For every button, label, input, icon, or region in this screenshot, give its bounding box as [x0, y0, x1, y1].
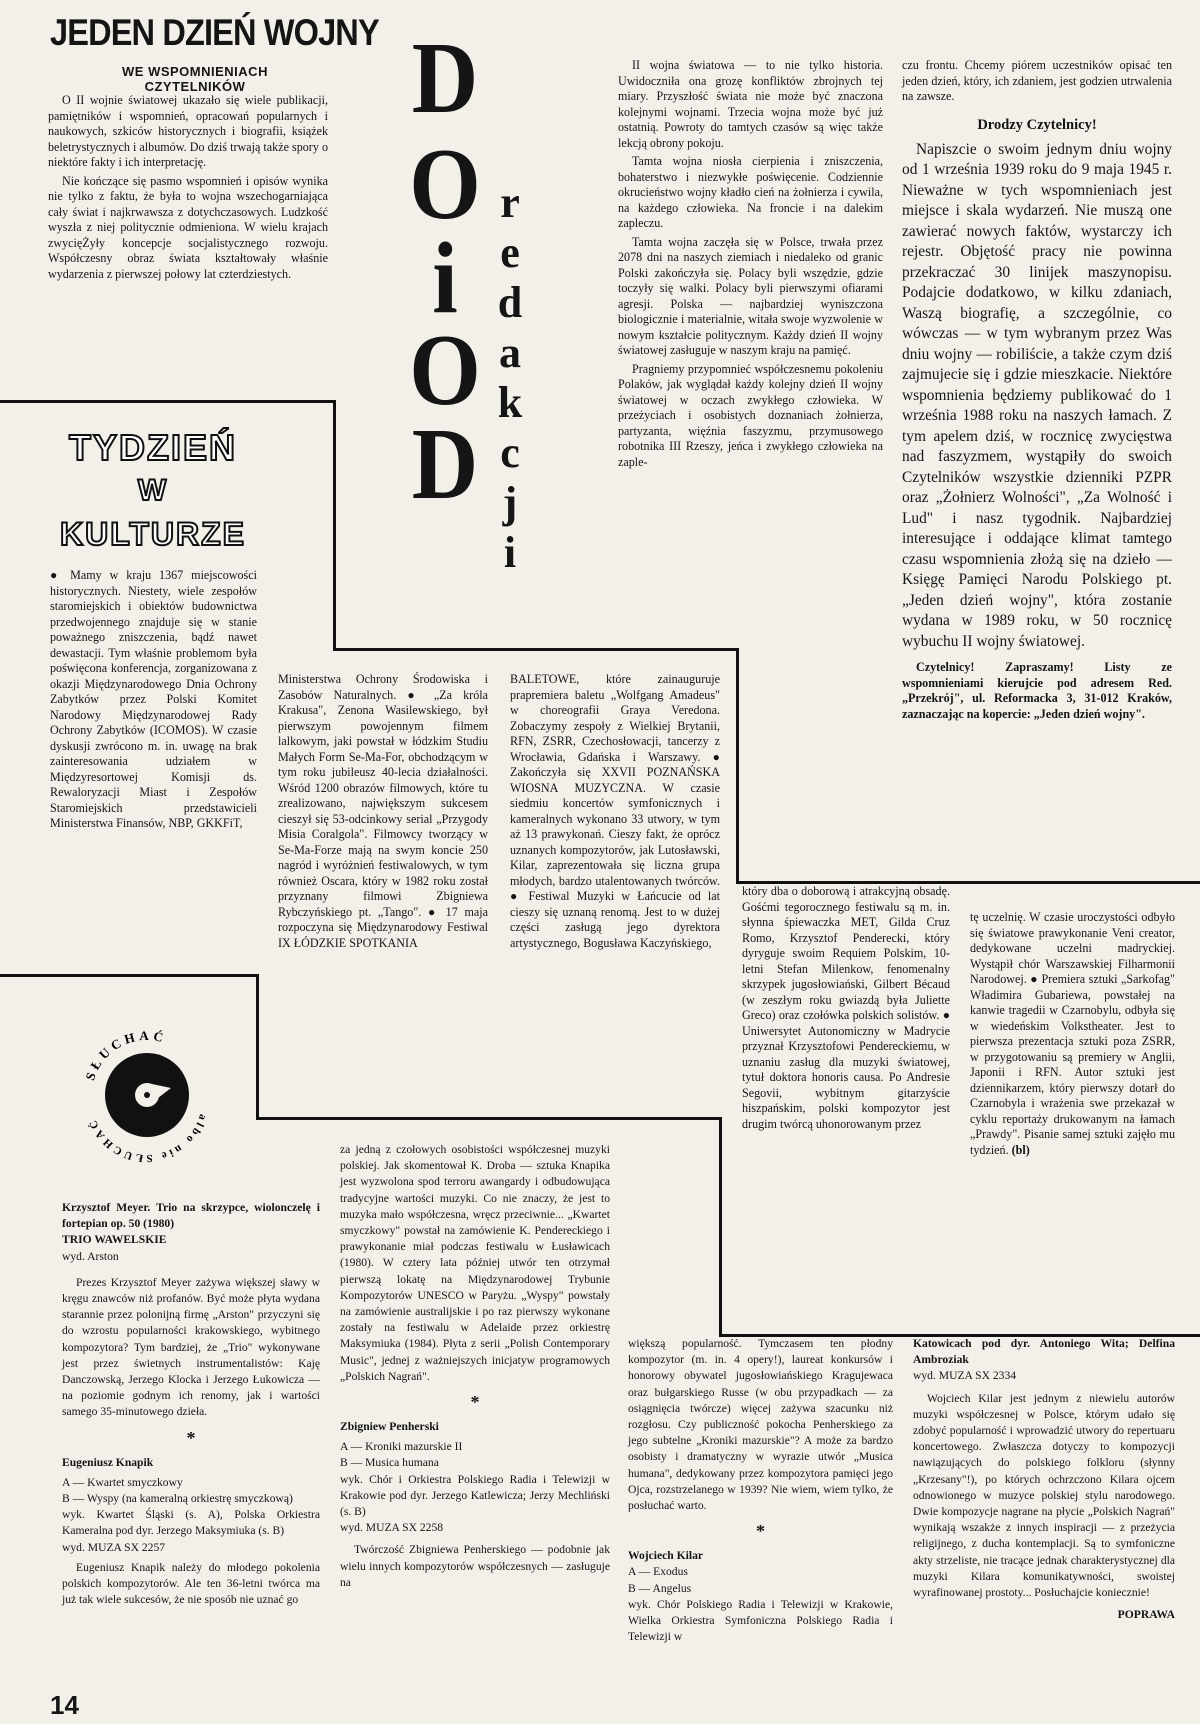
page-number: 14	[50, 1690, 79, 1720]
wojna-paragraph: czu frontu. Chcemy piórem uczestników opisać ten jeden dzień, który, ich zdaniem, jest godzien utrwalenia na zawsze.	[902, 58, 1172, 103]
big-letter: D	[411, 21, 479, 135]
record-entry-title: Krzysztof Meyer. Trio na skrzypce, wiolonczelę i fortepian op. 50 (1980)	[62, 1201, 320, 1231]
record-review: Wojciech Kilar jest jednym z niewielu autorów muzyki współczesnej w Polsce, którym udało się zdobyć popularność i wprowadzić utwory do repertuaru koncertowego. Zwłaszcza dotyczy to kompozycji nawiązujących do polskiego folkloru (słynny „Krzesany"!), po których ochrzczono Kilara ojcem odnowionego w muzyce polskiej stylu narodowego. Dwie kompozycje nagrane na płycie „Polskich Nagrań" wynikają wszakże z innych inspiracji — z przeżycia religijnego, z ducha kontemplacji. Są to symfoniczne akty strzeliste, nie tracące jednak charakterystycznej dla muzyki Kilara komunikatywności, swoistej wyrafinowanej prostoty... Posłuchajcie koniecznie!	[913, 1391, 1175, 1600]
intro-paragraph: Nie kończące się pasmo wspomnień i opisów wynika nie tylko z faktu, że była to wojna wszechogarniająca cały świat i najkrwawsza z dotychczasowych. Ludzkość wyszła z niej politycznie odmieniona. W wielu krajach zwycięŻyły koncepcje socjalistycznego rozwoju. Współczesny obraz świata kształtowały właśnie wydarzenia z pierwszej połowy lat czterdziestych.	[48, 173, 328, 281]
tydzien-column-4	[742, 884, 950, 1135]
big-letter: D	[411, 407, 479, 521]
tydzien-text: Ministerstwa Ochrony Środowiska i Zasobów Naturalnych. ● „Za króla Krakusa", Zenona Wasilewskiego, był pierwszym powojennym filmem lalkowym, jaki powstał w łódzkim Studiu Małych Form Se-Ma-For, obchodzącym w tym roku jubileusz 40-lecia działalności. Wśród 1200 obrazów filmowych, które tu zrealizowano, największym sukcesem cieszył się 53-odcinkowy serial „Przygody Misia Coralgola". Filmowcy tworzący w Se-Ma-Forze mają na swym koncie 250 nagród i wyróżnień festiwalowych, w tym również Oscara, który w 1982 roku został przyznany filmowi Zbigniewa Rybczyńskiego pt. „Tango". ● 17 maja rozpoczyna się Międzynarodowy Festiwal IX ŁÓDZKIE SPOTKANIA	[278, 672, 488, 950]
record-review: większą popularność. Tymczasem ten płodny kompozytor (m. in. 4 opery!), laureat konkursów i honorowy obywatel jugosłowiańskiego Kragujewaca oraz bułgarskiego Russe (w obu przypadkach — za osiągnięcia twórcze) więcej zażywa szacunku niż rozgłosu. Czy publiczność pokocha Penherskiego za jego subtelne „Kroniki mazurskie"? A może za bardzo osobisty i dramatyczny w wyrazie utwór „Musica humana", dedykowany przez kompozytora pamięci jego Ojca, rozstrzelanego w 1939? Nie wiem, wiem tylko, że posłuchać warto.	[628, 1337, 893, 1513]
record-label: wyd. MUZA SX 2257	[62, 1540, 166, 1554]
review-signature: POPRAWA	[1117, 1608, 1175, 1622]
tydzien-logo-line: KULTURZE	[59, 516, 247, 552]
mid-letter: c	[500, 428, 520, 477]
sluchac-column-3	[628, 1336, 893, 1645]
big-letter: i	[432, 221, 458, 335]
tydzien-signature: (bl)	[1011, 1142, 1030, 1157]
intro-column	[48, 93, 328, 285]
tydzien-column-2	[278, 672, 488, 954]
tydzien-logo-line: W	[137, 474, 169, 507]
record-review: Eugeniusz Knapik należy do młodego pokolenia polskich kompozytorów. Ale ten 36-letni twórca ma już tak wiele sukcesów, że nie sposób nie uznać go	[62, 1560, 320, 1607]
wojna-paragraph: Pragniemy przypomnieć współczesnemu pokoleniu Polaków, jak wyglądał każdy kolejny dzień II wojny światowej w oczach zwykłego człowieka. W przeżyciach i osobistych doznaniach żołnierza, partyzanta, więźnia faszyzmu, przymusowego robotnika III Rzeszy, jeńca i zwykłego człowieka na zaple-	[618, 361, 883, 469]
sluchac-column-1	[62, 1200, 320, 1614]
separator-star: *	[470, 1392, 480, 1413]
record-review: za jedną z czołowych osobistości współczesnej muzyki polskiej. Jak skomentował K. Droba — sztuka Knapika jest wyzwolona spod terroru awangardy i odbudowująca tradycyjne wartości muzyki. Co nie znaczy, że jest to muzyka mało współczesna, wręcz przeciwnie... „Kwartet smyczkowy" powstał na zamówienie K. Pendereckiego i prawykonanie miał podczas festiwalu w Łusławicach (1980). W cztery lata później utwór ten otrzymał pierwszą lokatę na Międzynarodowej Trybunie Kompozytorów UNESCO w Paryżu. „Wyspy" powstały na zamówienie australijskie i po raz pierwszy wykonane zostały na festiwalu w Adelaide przez orkiestrę Maksymiuka (1984). Płyta z serii „Polish Contemporary Music", jednej z ważniejszych inicjatyw programowych „Polskich Nagrań".	[340, 1143, 610, 1383]
tydzien-text	[970, 910, 1175, 1158]
wojna-paragraph: Tamta wojna niosła cierpienia i zniszczenia, bohaterstwo i niezwykłe poświęcenie. Codziennie okrucieństwo wojny kładło cień na żołnierza i cywila, na każdego człowieka. Na froncie i na dalekim zapleczu.	[618, 154, 883, 230]
separator-star: *	[756, 1521, 765, 1542]
divider	[0, 400, 336, 403]
divider	[736, 648, 739, 883]
divider	[0, 974, 258, 977]
sluchac-column-4	[913, 1336, 1175, 1629]
mid-letter: a	[499, 328, 521, 377]
record-performers: wyk. Chór Polskiego Radia i Telewizji w Krakowie, Wielka Orkiestra Symfoniczna Polskiego Radia i Telewizji w	[628, 1597, 893, 1644]
record-label: wyd. Arston	[62, 1249, 119, 1263]
divider	[719, 1117, 722, 1337]
record-side-b: B — Wyspy (na kameralną orkiestrę smyczkową)	[62, 1492, 293, 1506]
record-composer: Zbigniew Penherski	[340, 1420, 439, 1434]
record-review: Twórczość Zbigniewa Penherskiego — podobnie jak wielu innych kompozytorów współczesnych — zasługuje na	[340, 1543, 610, 1589]
tydzien-text: BALETOWE, które zainauguruje prapremiera baletu „Wolfgang Amadeus" w choreografii Graya Veredona. Zobaczymy zespoły z Wielkiej Brytanii, RFN, ZSRR, Czechosłowacji, tancerzy z Wrocławia, Gdańska i Warszawy. ● Zakończyła się XXVII POZNAŃSKA WIOSNA MUZYCZNA. W czasie siedmiu koncertów symfonicznych i kameralnych wykonano 33 utwory, w tym aż 13 prawykonań. Cieszy fakt, że oprócz uznanych kompozytorów, jak Lutosławski, Kilar, zaprezentowała się liczna grupa młodych, bardzo utalentowanych twórców. ● Festiwal Muzyki w Łańcucie od lat cieszy się uznaną renomą. Jest to w dużej części zasługą jego dyrektora artystycznego, Bogusława Kaczyńskiego,	[510, 672, 720, 950]
record-performer: TRIO WAWELSKIE	[62, 1233, 167, 1247]
sluchac-column-2	[340, 1142, 610, 1597]
tydzien-logo	[48, 428, 258, 552]
mid-letter: r	[500, 178, 520, 227]
record-side-a: A — Exodus	[628, 1565, 688, 1579]
big-letters-right	[488, 178, 532, 578]
record-label: wyd. MUZA SX 2258	[340, 1521, 444, 1535]
article-title: JEDEN DZIEŃ WOJNY	[50, 12, 379, 53]
divider	[256, 974, 259, 1119]
divider	[256, 1117, 721, 1120]
big-letter: O	[409, 127, 481, 241]
appeal-closing: Czytelnicy! Zapraszamy! Listy ze wspomnieniami kierujcie pod adresem Red. „Przekrój", ul. Reformacka 3, 31-012 Kraków, zaznaczając na kopercie: „Jeden dzień wojny".	[902, 660, 1172, 721]
article-header	[50, 12, 379, 94]
tydzien-text: ● Mamy w kraju 1367 miejscowości historycznych. Niestety, wiele zespołów staromiejskich i obiektów budownictwa przedwojennego znajduje się w stanie poważnego zniszczenia, bądź nawet dewastacji. Tym właśnie problemom była poświęcona konferencja, zorganizowana z okazji Międzynarodowego Dnia Ochrony Zabytków przez Polski Komitet Narodowy Międzynarodowej Rady Ochrony Zabytków (ICOMOS). W czasie dyskusji zwrócono m. in. uwagę na brak zainteresowania udziałem w Międzyresortowej Komisji ds. Rewaloryzacji Miast i Zespołów Staromiejskich przedstawicieli Ministerstwa Finansów, NBP, GKKFiT,	[50, 568, 257, 830]
record-review: Prezes Krzysztof Meyer zażywa większej sławy w kręgu znawców niż profanów. Być może płyta wydana starannie przez polonijną firmę „Arston" przyczyni się do wzrostu popularności krakowskiego, wybitnego kompozytora? Tym bardziej, że „Trio" wykonywane jest przez świetnych instrumentalistów: Kaję Danczowską, Jerzego Klocka i Jerzego Łukowicza — na poziomie godnym ich renomy, jak i wartości samego 35-minutowego dzieła.	[62, 1275, 320, 1419]
divider	[333, 400, 336, 650]
tydzien-column-5	[970, 910, 1175, 1161]
record-side-b: B — Musica humana	[340, 1456, 439, 1470]
mid-letter: i	[503, 528, 517, 577]
mid-letter: d	[497, 278, 523, 327]
record-side-b: B — Angelus	[628, 1581, 692, 1595]
svg-text:albo nie SŁUCHAĆ: albo nie SŁUCHAĆ	[86, 1112, 209, 1165]
tydzien-text: który dba o doborową i atrakcyjną obsadę. Gośćmi tegorocznego festiwalu są m. in. słynna śpiewaczka MET, Gilda Cruz Romo, Krzysztof Penderecki, który dyryguje swoim Requiem Polskim, 10-letni Stefan Milenkow, fenomenalny skrzypek jugosłowiański, Gilbert Bécaud (w zeszłym roku gwiazdą była Juliette Greco) oraz czołówka polskich solistów. ● Uniwersytet Autonomiczny w Madrycie przyznał Krzysztofowi Pendereckiemu, w uznaniu zasług dla muzyki światowej, tytuł doktora honoris causa. Po Andresie Segovii, wybitnym gitarzyście hiszpańskim, polski kompozytor jest drugim twórcą uhonorowanym przez	[742, 884, 950, 1131]
record-side-a: A — Kwartet smyczkowy	[62, 1475, 183, 1489]
wojna-paragraph: II wojna światowa — to nie tylko historia. Uwidoczniła ona grozę konfliktów zbrojnych tej miary. Przyszłość świata nie może być znaczona kolejnymi wojnami. Trzecia wojna może być już ostatnią. Powroty do tamtych czasów są więc także lekcją obrony pokoju.	[618, 58, 883, 150]
divider	[333, 648, 738, 651]
tydzien-text-body: tę uczelnię. W czasie uroczystości odbyło się światowe prawykonanie Veni creator, dedykowane uczelni madryckiej. Wystąpił chór Warszawskiej Filharmonii Narodowej. ● Premiera sztuki „Sarkofag" Władimira Gubariewa, powstałej na kanwie tragedii w Czarnobylu, odbyła się w wiedeńskim Volkstheater. Jest to pierwsza prezentacja sztuki poza ZSRR, w przygotowaniu są premiery w Anglii, Japonii i RFN. Autor sztuki jest dziennikarzem, który pierwszy dotarł do Czarnobyla i wrażenia swe przekazał w cyklu reportaży drukowanym na łamach „Prawdy". Pisanie samej sztuki zajęło mu tydzień.	[970, 910, 1175, 1157]
sluchac-logo	[72, 1020, 222, 1170]
mid-letter: e	[500, 228, 520, 277]
vinyl-record-icon	[72, 1020, 222, 1170]
appeal-body: Napiszcie o swoim jednym dniu wojny od 1 września 1939 roku do 9 maja 1945 r. Nieważne w tych wspomnieniach jest miejsce i skala wydarzeń. Nie muszą one zawierać nowych faktów, wystarczy ich rejestr. Objętość pracy nie powinna przekraczać 30 linijek maszynopisu. Podajcie dodatkowo, w kilku zdaniach, Waszą biografię, a szczególnie, co wówczas — w tym wybranym przez Was dniu wojny — robiliście, a także czym dziś zajmujecie się i gdzie mieszkacie. Niektóre wspomnienia będziemy publikować do 1 września 1988 roku na naszych łamach. Z tym apelem dziś, w rocznicę zwycięstwa nad faszyzmem, wystąpiły do swoich Czytelników wszystkie dzienniki PZPR oraz „Żołnierz Wolności", „Za Wolność i Lud" i nasz tygodnik. Najbardziej interesujące i oddające klimat tamtego czasu wspomnienia złożą się na dzieło — Księgę Pamięci Narodu Polskiego pt. „Jeden dzień wojny", która zostanie wydana w 1989 roku, w 50 rocznicę wybuchu II wojny światowej.	[902, 140, 1172, 650]
big-letters-left	[405, 21, 485, 521]
record-performers: wyk. Chór i Orkiestra Polskiego Radia i Telewizji w Krakowie pod dyr. Jerzego Katlewicza; Jerzy Mechliński (s. B)	[340, 1472, 610, 1519]
mid-letter: k	[497, 378, 523, 427]
mid-letter: j	[502, 478, 518, 527]
svg-text:SŁUCHAĆ: SŁUCHAĆ	[82, 1027, 169, 1083]
record-performers: wyk. Kwartet Śląski (s. A), Polska Orkiestra Kameralna pod dyr. Jerzego Maksymiuka (s. B)	[62, 1508, 320, 1538]
intro-paragraph: O II wojnie światowej ukazało się wiele publikacji, pamiętników i wspomnień, opracowań popularnych i naukowych, szkiców historycznych i biografii, książek beletrystycznych i albumów. Do dziś trwają także spory o niektóre fakty i ich interpretację.	[48, 93, 328, 169]
wojna-paragraph: Tamta wojna zaczęła się w Polsce, trwała przez 2078 dni na naszych ziemiach i niedaleko od granic Polski zakończyła się. Polacy byli wszędzie, gdzie toczyły się walki. Polacy byli pierwszymi ofiarami agresji. Polska — najbardziej wyniszczona biologicznie i materialnie, witała swoje wyzwolenie w nowym kształcie politycznym. Każdy dzień II wojny światowej zasługuje w naszym kraju na pamięć.	[618, 234, 883, 357]
record-side-a: A — Kroniki mazurskie II	[340, 1440, 463, 1454]
record-label: wyd. MUZA SX 2334	[913, 1369, 1017, 1383]
record-composer: Eugeniusz Knapik	[62, 1455, 154, 1469]
appeal-heading: Drodzy Czytelnicy!	[977, 116, 1097, 133]
tydzien-logo-line: TYDZIEŃ	[68, 427, 237, 468]
big-letter: O	[409, 313, 481, 427]
record-composer: Wojciech Kilar	[628, 1549, 704, 1563]
separator-star: *	[186, 1427, 196, 1448]
article-subtitle-1: WE WSPOMNIENIACH	[122, 64, 268, 79]
record-performers: Katowicach pod dyr. Antoniego Wita; Delfina Ambroziak	[913, 1337, 1175, 1367]
tydzien-column-3	[510, 672, 720, 954]
wojna-column-1	[618, 58, 883, 473]
tydzien-column-1	[50, 568, 257, 835]
article-subtitle-2: CZYTELNIKÓW	[144, 79, 246, 94]
wojna-column-2	[902, 58, 1172, 725]
